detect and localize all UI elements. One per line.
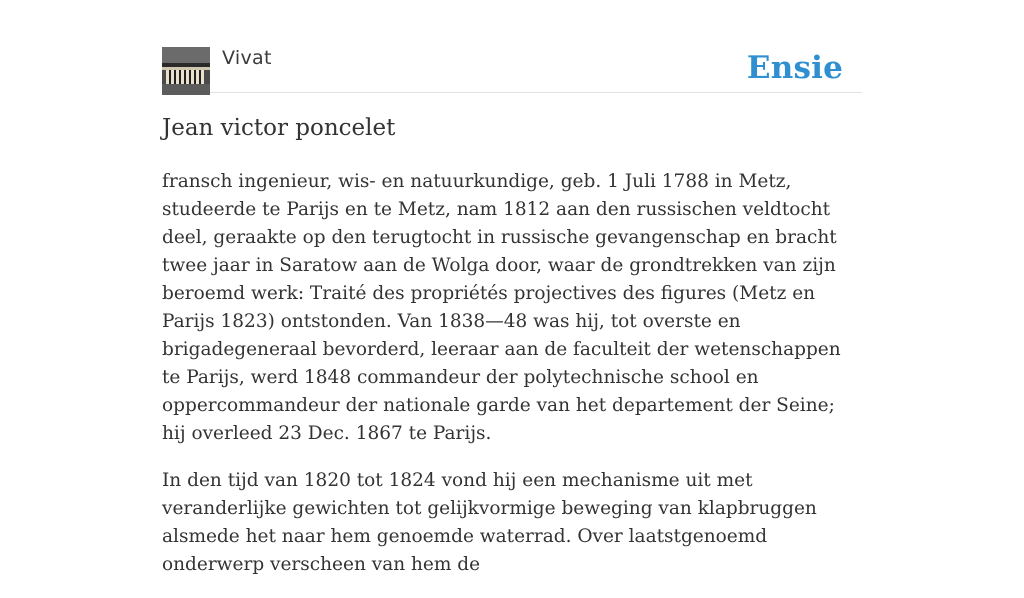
avatar-image bbox=[162, 47, 210, 95]
article-paragraph: fransch ingenieur, wis- en natuurkundige, geb. 1 Juli 1788 in Metz, studeerde te Parijs en te Metz, nam 1812 aan den russischen veldtocht deel, geraakte op den terugtocht in russische gevangenschap en bracht twee jaar in Saratow aan de Wolga door, waar de grondtrekken van zijn beroemd werk: Traité des propriétés projectives des figures (Metz en Parijs 1823) ontstonden. Van 1838—48 was hij, tot overste en brigadegeneraal bevorderd, leeraar aan de faculteit der wetenschappen te Parijs, werd 1848 commandeur der polytechnische school en oppercommandeur der nationale garde van het departement der Seine; hij overleed 23 Dec. 1867 te Parijs. bbox=[162, 171, 841, 444]
article-body bbox=[162, 168, 862, 598]
header bbox=[162, 46, 862, 93]
page-title: Jean victor poncelet bbox=[162, 115, 396, 141]
brand-logo[interactable]: Ensie bbox=[746, 50, 843, 86]
article-paragraph: In den tijd van 1820 tot 1824 vond hij een mechanisme uit met veranderlijke gewichten tot gelijkvormige beweging van klapbruggen alsmede het naar hem genoemde waterrad. Over laatstgenoemd onderwerp verscheen van hem de bbox=[162, 470, 817, 575]
source-name[interactable]: Vivat bbox=[222, 47, 272, 69]
book-spines-icon[interactable] bbox=[162, 47, 210, 95]
